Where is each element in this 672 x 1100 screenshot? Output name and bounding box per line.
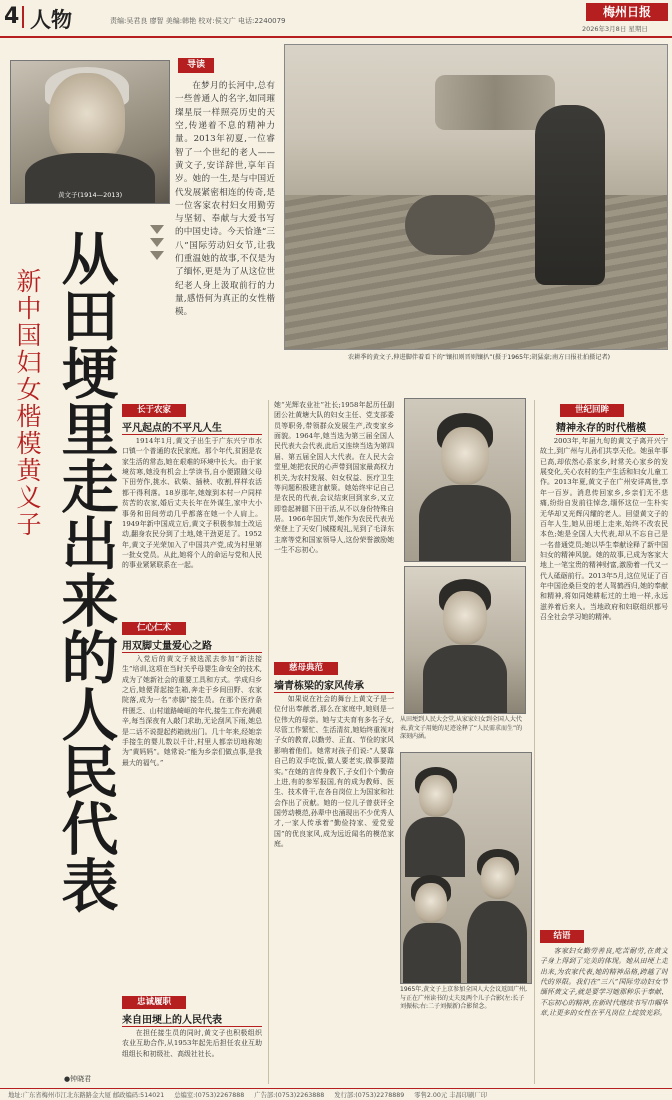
section-text-3: 在担任接生员的同时,黄文子也积极组织农业互助合作,从1953年起先后担任农业互助组组长和初级社、高级社社长。 <box>122 1029 262 1058</box>
arrow-down-icon <box>150 225 164 234</box>
section-label-7: 结语 <box>540 930 584 943</box>
section-text-2: 入党后的黄文子被选派去参加“新法接生”培训,这项在当时关乎母婴生命安全的技术,成为了她新社会的重要工具和方式。学成归乡之后,她便背起接生箱,奔走于乡间田野、农家院落,成为一名“赤脚”接生员。在那个医疗条件匮乏、山村道路崎岖的年代,接生工作充满艰辛,每当深夜有人敲门求助,无论刮风下雨,她总是二话不说提起药箱就出门。几十年来,经她亲手接生的婴儿数以千计,村里人都亲切地称她为“黄妈妈”。她常说:“能为乡亲们做点事,是我最大的福气。” <box>122 655 262 767</box>
page-footer <box>8 1090 668 1099</box>
header-rule <box>0 36 672 38</box>
section-text-1: 1914年1月,黄文子出生于广东兴宁市水口镇一个普通的农民家庭。那个年代,贫困是农家生活的常态,她在艰难的环境中长大。由于家境贫寒,她没有机会上学读书,自小便跟随父母下田劳作,挑水、砍柴、插秧、收割,样样农活都干得利落。18岁那年,她嫁到本村一户同样贫苦的农家,婚后丈夫长年在外谋生,家中大小事务和田间劳动几乎都落在她一个人肩上。1949年新中国成立后,黄文子积极参加土改运动,翻身农民分到了土地,她干劲更足了。1952年,黄文子光荣加入了中国共产党,成为村里第一批女党员。从此,她将个人的命运与党和人民的事业紧紧联系在一起。 <box>122 437 262 570</box>
section-title-2: 用双脚丈量爱心之路 <box>122 637 262 653</box>
section-title-5: 墙青栋梁的家风传承 <box>274 677 394 693</box>
section-label-5: 慈母典范 <box>274 662 338 675</box>
footer-address: 地址:广东省梅州市江北东路路金大厦 邮政编码:514021 <box>8 1092 165 1099</box>
farming-photo-caption: 农耕季的黄文子,伸进脚伴着看下的“镶扣则晋则镶扒”(摄于1965年;胡猛豪;南方日报社拍摄记者) <box>348 354 611 361</box>
arrow-down-icon <box>150 238 164 247</box>
intro-text: 在梦月的长河中,总有一些普通人的名字,如同璀璨星辰一样照亮历史的天空,传递着不息的精神力量。2013年初夏,一位睿智了一个世纪的老人——黄文子,安详辞世,享年百岁。她的一生,是与中国近代发展紧密相连的传奇,是一位客家农村妇女用勤劳与坚韧、奉献与大爱书写的中国史诗。今天恰逢“三八”国际劳动妇女节,让我们重温她的故事,不仅是为了缅怀,更是为了从这位世纪老人身上汲取前行的力量,感悟何为真正的女性楷模。 <box>175 81 275 318</box>
section-label-2: 仁心仁术 <box>122 622 186 635</box>
young-woman-photo <box>404 398 526 562</box>
section-title-1: 平凡起点的不平凡人生 <box>122 419 262 435</box>
editor-credits: 责编:吴君良 廖智 美编:韩艳 校对:侯文广 电话:2240079 <box>110 17 286 25</box>
main-title: 从田埂里走出来的人民代表 <box>61 227 119 920</box>
woman-portrait-photo <box>404 566 526 714</box>
page-header <box>0 0 672 34</box>
photo-caption-3: 1965年,黄文子上京参加全国人大会议返回广州,与正在广州读书的丈夫及两个儿子合影(左:长子刘振标;右:二子刘振新)合影留念。 <box>400 986 528 1011</box>
section-title-6: 精神永存的时代楷模 <box>556 419 664 435</box>
header-divider <box>22 6 24 28</box>
photo-caption-2: 从田埂到人民大会堂,从家家妇女到全国人大代表,黄文子用她的足迹诠释了“人民需求而生”的深刻内涵。 <box>400 716 523 741</box>
intro-label: 导读 <box>178 58 214 73</box>
farming-photo <box>284 44 668 350</box>
footer-price: 零售2.00元 丰昌印刷厂印 <box>414 1092 487 1099</box>
family-photo <box>400 752 532 984</box>
footer-ads: 广告部:(0753)2263888 <box>254 1092 325 1099</box>
section-text-7: 客家妇女勤劳善良,吃苦耐劳,在黄文子身上得到了完美的体现。她从田埂上走出来,为农家代表,她的精神品格,跨越了时代的界限。我们在“三八”国际劳动妇女节缅怀黄文子,就是要学习她那种乐于奉献、不忘初心的精神,在新时代继续书写巾帼华章,让更多的女性在平凡岗位上绽放光彩。 <box>540 947 668 1018</box>
section-name: 人物 <box>30 8 72 32</box>
kicker-heading: 新中国妇女楷模 黄义子 <box>16 267 42 539</box>
section-text-6: 2003年,年届九旬的黄文子离开兴宁故土,到广州与儿孙们共享天伦。她虽年事已高,却依然心系家乡,时常关心家乡的发展变化,关心农村的生产生活和妇女儿童工作。2013年夏,黄文子在广州安详离世,享年一百岁。消息传回家乡,乡亲们无不悲痛,纷纷自发前往悼念,缅怀这位一生朴实无华却又光辉闪耀的老人。回望黄文子的百年人生,她从田埂上走来,始终不改农民本色;她是全国人大代表,却从不忘自己是一名普通党员;她以毕生奉献诠释了新中国妇女的精神风貌。她的故事,已成为客家大地上一笔宝贵的精神财富,激励着一代又一代人砥砺前行。2013年5月,这位见证了百年中国沧桑巨变的老人驾鹤西归,她的奉献和精神,将如同她耕耘过的土地一样,永远滋养着后来人。当地政府和妇联组织都号召全社会学习她的精神。 <box>540 437 668 622</box>
footer-distribution: 发行部:(0753)2278889 <box>334 1092 405 1099</box>
section-title-3: 来自田埂上的人民代表 <box>122 1011 262 1027</box>
portrait-photo <box>10 60 170 204</box>
footer-office: 总编室:(0753)2267888 <box>174 1092 245 1099</box>
author-byline: ●钟晓君 <box>64 1075 92 1083</box>
issue-date: 2026年3月8日 星期日 <box>582 25 648 33</box>
portrait-caption: 黄文子(1914—2013) <box>58 191 123 199</box>
paper-logo: 梅州日报 <box>586 3 668 21</box>
column-divider <box>268 400 269 1084</box>
footer-rule <box>0 1088 672 1089</box>
section-label-6: 世纪回眸 <box>560 404 624 417</box>
arrow-down-icon <box>150 251 164 260</box>
section-text-4: 她“光辉农业社”社长;1958年起历任副团公社黄塘大队的妇女主任、党支部委员等职务,带领群众发展生产,改变家乡面貌。1964年,她当选为第三届全国人民代表大会代表,此后又连续当选为第四届、第五届全国人大代表。在人民大会堂里,她把农民的心声带到国家最高权力机关,为农村发展、妇女权益、医疗卫生等问题积极建言献策。她始终牢记自己是农民的代表,会议结束回到家乡,又立即卷起裤腿下田干活,从不以身份特殊自居。1966年国庆节,她作为农民代表光荣登上了天安门城楼观礼,见到了毛泽东主席等党和国家领导人,这份荣誉激励她一生不忘初心。 <box>274 401 394 555</box>
section-label-3: 忠诚履职 <box>122 996 186 1009</box>
page-number: 4 <box>4 4 20 29</box>
section-label-1: 长于农家 <box>122 404 186 417</box>
section-text-5: 如果说在社会的舞台上黄文子是一位付出奉献者,那么在家庭中,她则是一位伟大的母亲。她与丈夫育有多名子女,尽管工作繁忙、生活清贫,她始终重视对子女的教育,以勤劳、正直、节俭的家风影响着他们。她常对孩子们说:“人要靠自己的双手吃饭,做人要老实,做事要踏实。”在她的言传身教下,子女们个个勤奋上进,有的参军报国,有的成为教师、医生、技术骨干,在各自岗位上为国家和社会作出了贡献。她的一位儿子曾获评全国劳动模范,孙辈中也涌现出不少优秀人才,一家人传承着“勤俭持家、爱党爱国”的优良家风,成为远近闻名的模范家庭。 <box>274 695 394 849</box>
column-divider <box>534 400 535 1084</box>
